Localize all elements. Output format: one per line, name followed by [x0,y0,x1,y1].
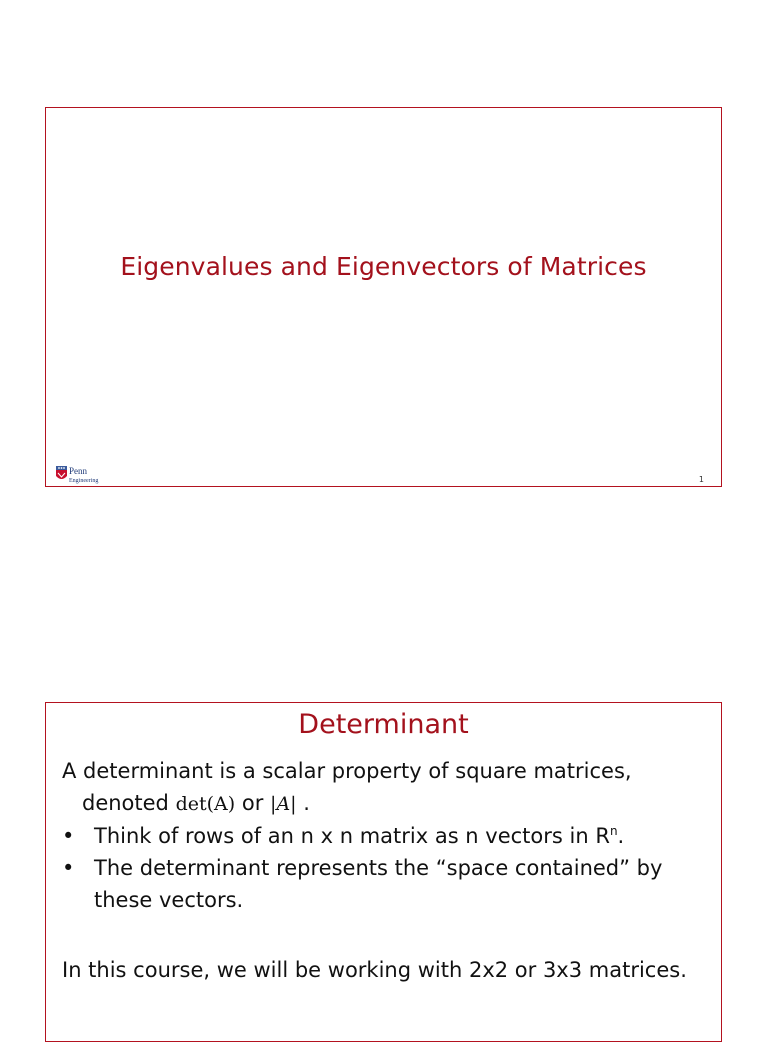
bullet-1-superscript: n [609,824,618,838]
page-number: 1 [698,475,704,484]
list-item [62,852,711,916]
penn-shield-icon [55,465,115,485]
list-item [62,820,711,852]
math-abs-a: |A| [270,793,297,815]
math-det-a: det(A) [175,793,236,815]
bullet-marker: • [62,824,75,848]
closing-paragraph: In this course, we will be working with 2x2 or 3x3 matrices. [62,958,687,982]
spacer [62,916,711,954]
bullet-1-period: . [617,824,625,848]
bullet-2-text: The determinant represents the “space contained” by these vectors. [94,856,663,912]
intro-line-2 [62,791,310,815]
slide-title: Eigenvalues and Eigenvectors of Matrices [120,252,647,281]
bullet-list [62,820,711,916]
slide-2 [45,702,722,1042]
logo-penn-text: Penn [69,466,87,476]
intro-denoted: denoted [82,791,169,815]
bullet-1-text: Think of rows of an n x n matrix as n vectors in R [94,824,610,848]
slide-1 [45,107,722,487]
slide-body [62,755,711,986]
slide-title: Determinant [298,709,469,740]
intro-paragraph [62,755,711,820]
intro-period: . [303,791,310,815]
logo-engineering-text: Engineering [69,478,99,484]
bullet-marker: • [62,856,75,880]
intro-line-1: A determinant is a scalar property of square matrices, [62,759,632,783]
penn-engineering-logo [55,465,115,485]
intro-or: or [241,791,264,815]
